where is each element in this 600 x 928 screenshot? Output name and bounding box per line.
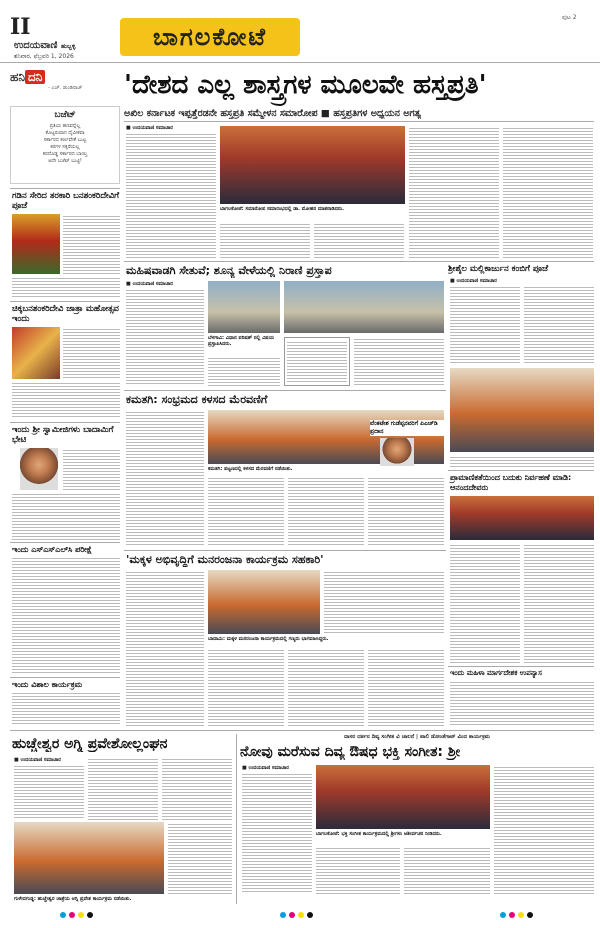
bottom-left-reporter: ■ ಉದಯವಾಣಿ ಸಮಾಚಾರ (14, 757, 61, 763)
right-story-1-photo (450, 368, 594, 452)
right-story-2-headline: ಪ್ರಾಮಾಣಿಕತೆಯಿಂದ ಬದುಕು ನಿರ್ವಹಣೆ ಮಾಡಿ: ಆನಂದದೇವರು (450, 473, 572, 492)
lead-headline: 'ದೇಶದ ಎಲ್ಲ ಶಾಸ್ತ್ರಗಳ ಮೂಲವೇ ಹಸ್ತಪ್ರತಿ' (124, 70, 487, 100)
right-divider (448, 470, 594, 471)
reg-magenta (289, 912, 295, 918)
registration-marks-right (500, 912, 533, 918)
masthead-divider (0, 62, 600, 63)
budget-line: ಸರ್ಕಾರದ ಕರ್ಣವೇಕೆ ಬುಟ್ಟ (43, 137, 87, 143)
mid-divider (124, 550, 446, 551)
paper-title: ಉದಯವಾಣಿ (14, 40, 58, 51)
left-story-5-headline: ಇಂದು ವಿಶಾಲ ಕಾರ್ಯಕ್ರಮ (12, 680, 83, 689)
budget-line: ಅದೇ ಬಜೆಟ್ ಬುಟ್ಟಿ! (48, 158, 82, 164)
left-divider (10, 542, 120, 543)
registration-marks-center (280, 912, 313, 918)
mid-story-1-text-2 (208, 356, 280, 386)
mid-divider (124, 390, 446, 391)
bottom-right-text-2 (316, 846, 400, 894)
right-story-2-text-1 (450, 543, 520, 663)
column-author: - ಎಚ್. ಡುಂಡಿರಾಜ್ (48, 85, 83, 91)
column-brand (10, 70, 120, 104)
mid-story-1-text-1 (126, 288, 204, 386)
bottom-right-reporter: ■ ಉದಯವಾಣಿ ಸಮಾಚಾರ (242, 765, 289, 771)
reg-black (527, 912, 533, 918)
bottom-right-text-4 (494, 765, 594, 894)
budget-title: ಬಜೆಟ್ (54, 110, 76, 120)
bottom-left-text-4 (168, 822, 232, 894)
bottom-left-photo (14, 822, 164, 894)
page-label: ಪುಟ 2 (562, 14, 577, 21)
mid-story-1-caption: ಬೆಳಗಾವಿ: ವಿಧಾನ ಪರಿಷತ್ ನಲ್ಲಿ ವಿಷಯ ಪ್ರಸ್ತಾಪಿಸಿದರು. (208, 335, 275, 347)
reg-cyan (60, 912, 66, 918)
lead-text-col-5 (503, 126, 593, 258)
page-number-roman: II (10, 14, 31, 40)
left-story-3-headline: ಇಂದು ಶ್ರೀ ಸ್ವಾಮೀಜಿಗಳು ಬಾದಾಮಿಗೆ ಭೇಟಿ (12, 425, 114, 445)
lead-subhead: ಅಖಿಲ ಕರ್ನಾಟಕ ಇಪ್ಪತ್ತೆರಡನೇ ಹಸ್ತಪ್ರತಿ ಸಮ್ಮೇಳನ ಸಮಾರೋಪ ■ ಹಸ್ತಪ್ರತಿಗಳ ಅಧ್ಯಯನ ಅಗತ್ಯ (124, 108, 421, 119)
mid-story-2-caption: ಕಮತಗಿ: ಪಟ್ಟಣದಲ್ಲಿ ಕಳಸದ ಮೆರವಣಿಗೆ ನಡೆಯಿತು. (208, 466, 293, 472)
budget-line: ಕರದೊಡ್ಡ ಸರ್ಕಾರದ ಬಾಯ್ತಿ (42, 151, 88, 157)
mid-story-1-headline: ಮಹಿಷವಾಡಗಿ ಸೇತುವೆ; ಶೂನ್ಯ ವೇಳೆಯಲ್ಲಿ ನಿರಾಣಿ ಪ್ರಸ್ತಾಪ (126, 264, 332, 277)
lead-text-col-4 (409, 126, 499, 258)
bottom-left-text-1 (14, 764, 84, 820)
left-story-2-photo (12, 327, 60, 379)
right-divider (448, 666, 594, 667)
quote-box-text (287, 340, 347, 383)
reg-magenta (69, 912, 75, 918)
left-divider (10, 422, 120, 423)
mid-story-4-text-2 (324, 570, 444, 634)
right-story-3-text (450, 680, 594, 726)
left-story-1-photo (12, 214, 60, 274)
lead-text-col-1 (126, 132, 216, 258)
left-story-4-headline: ಇಂದು ಎಸ್‌ಎಸ್‌ಎಲ್‌ಸಿ ಪರೀಕ್ಷೆ (12, 545, 92, 554)
right-story-3-headline: ಇಂದು ಮಹಿಳಾ ಮಾರ್ಗದೇಶಕ ಉಪನ್ಯಾಸ (450, 669, 542, 677)
mid-story-4-text-1 (126, 570, 204, 726)
mid-story-2-text-2 (208, 476, 284, 546)
right-story-1-caption-lines (450, 455, 594, 467)
paper-edition: ಹುಬ್ಬಳ್ಳಿ (60, 43, 76, 50)
reg-black (307, 912, 313, 918)
mid-story-1-photo-2 (284, 281, 444, 333)
mid-story-1-reporter: ■ ಉದಯವಾಣಿ ಸಮಾಚಾರ (126, 281, 173, 287)
brand-right: ದನಿ (25, 70, 45, 84)
issue-date: ಶನಿವಾರ, ಫೆಬ್ರವರಿ 1, 2026 (14, 53, 74, 60)
left-story-3-photo (20, 448, 58, 490)
mid-divider (124, 261, 594, 262)
reg-yellow (78, 912, 84, 918)
left-story-2-text-2 (12, 381, 120, 419)
bottom-left-headline: ಹುಚ್ಚೇಶ್ವರ ಅಗ್ನಿ ಪ್ರವೇಶೋಲ್ಲಂಘನ (12, 736, 168, 752)
left-story-1-text-2 (12, 276, 120, 298)
mid-story-4-photo (208, 570, 320, 634)
reg-magenta (509, 912, 515, 918)
bottom-vertical-divider (236, 734, 237, 904)
left-divider (10, 301, 120, 302)
bottom-right-caption: ಬಾಗಲಕೋಟೆ: ಭಕ್ತಿ ಸಂಗೀತ ಕಾರ್ಯಕ್ರಮದಲ್ಲಿ ಶ್ರೀಗಳು ಆಶೀರ್ವಚನ ನೀಡಿದರು. (316, 831, 442, 837)
left-story-5-text (12, 691, 120, 725)
mid-story-4-caption: ಬಾದಾಮಿ: ಮಕ್ಕಳ ಮನರಂಜನಾ ಕಾರ್ಯಕ್ರಮದಲ್ಲಿ ಗಣ್ಯರು ಭಾಗವಹಿಸಿದ್ದರು. (208, 636, 329, 642)
registration-marks-left (60, 912, 93, 918)
lead-divider (124, 121, 594, 122)
left-story-1-headline: ಗಡಿನ ಸೇರಿದ ತರಕಾರಿ ಬನಶಂಕರಿದೇವಿಗೆ ಪೂಜೆ (12, 191, 120, 211)
mid-story-2-text-4 (368, 476, 444, 546)
left-story-3-text (63, 448, 120, 490)
left-story-2-text (63, 327, 120, 379)
mid-story-3-headline: ವೆಂಕಟೇಶ ಗುಡೆಪ್ಪನವರಿಗೆ ಪಿಎಚ್‌ಡಿ ಪ್ರದಾನ (370, 420, 444, 436)
reg-yellow (518, 912, 524, 918)
mid-story-4-text-3 (208, 648, 284, 726)
budget-line: ಕೊಟ್ಟರುವಾಗ ದೈವೀಕವಾ (45, 130, 85, 136)
mid-story-1-text-3 (354, 337, 444, 386)
mid-story-3-photo (380, 438, 414, 466)
mid-story-2-headline: ಕಮತಗಿ: ಸಂಭ್ರಮದ ಕಳಸದ ಮೆರವಣಿಗೆ (126, 393, 268, 406)
mid-story-4-headline: 'ಮಕ್ಕಳ ಅಭಿವೃದ್ಧಿಗೆ ಮನರಂಜನಾ ಕಾರ್ಯಕ್ರಮ ಸಹಕಾರಿ' (126, 553, 324, 566)
left-story-2-headline: ಚಿಕ್ಕಬನಶಂಕರಿದೇವಿ ಜಾತ್ರಾ ಮಹೋತ್ಸವ ಇಂದು (12, 304, 119, 324)
left-story-1-text (63, 214, 120, 274)
mid-story-2-text-3 (288, 476, 364, 546)
lead-caption: ಬಾಗಲಕೋಟೆ: ಸಮಾರೋಪ ಸಮಾರಂಭದಲ್ಲಿ ಡಾ. ಮೋಹನ ಮಾತನಾಡಿದರು. (220, 206, 345, 212)
bottom-divider (10, 730, 594, 731)
lead-text-col-3 (314, 222, 404, 258)
bottom-right-headline: ನೋವು ಮರೆಸುವ ದಿವ್ಯ ಔಷಧ ಭಕ್ತಿ ಸಂಗೀತ: ಶ್ರೀ (240, 744, 461, 760)
right-story-1-headline: ಶ್ರೀಶೈಲ ಮಲ್ಲಿಕಾರ್ಜುನ ಕಂಬಿಗೆ ಪೂಜೆ (448, 264, 549, 274)
bottom-left-caption: ಗುಳೇದಗುಡ್ಡ: ಹುಚ್ಚೇಶ್ವರ ಜಾತ್ರೆಯ ಅಗ್ನಿ ಪ್ರವೇಶ ಕಾರ್ಯಕ್ರಮ ನಡೆಯಿತು. (14, 896, 132, 902)
bottom-right-text-1 (242, 772, 312, 894)
mid-story-1-photo (208, 281, 280, 333)
budget-line: ಕರಗಳ ಸಕ್ಕರೆಯಲ್ಲ (50, 144, 80, 150)
mid-story-4-text-5 (368, 648, 444, 726)
bottom-kicker: ದಾಸರ ದರ್ಶನ ದಿವ್ಯ ಸಂಗೀತ ವಿ ಚಾಲನೆ | ಪಾಲಿ ಡೋಂತೆಗಾಟ್ ವಿಂದ ಕಾರ್ಯಕ್ರಮ (343, 734, 491, 740)
mid-story-2-text-1 (126, 410, 204, 546)
brand-left: ಹನಿ (10, 70, 25, 84)
left-story-4-text (12, 556, 120, 674)
paper-name (14, 40, 75, 51)
section-banner: ಬಾಗಲಕೋಟೆ (120, 18, 300, 56)
left-story-3-text-2 (12, 492, 120, 540)
lead-text-col-2 (220, 222, 310, 258)
right-story-1-text-1 (450, 285, 520, 365)
budget-line: ಪ್ರತಿಯ ಹಣವನ್ನೆಲ್ಲ (49, 123, 81, 129)
right-story-1-reporter: ■ ಉದಯವಾಣಿ ಸಮಾಚಾರ (450, 278, 497, 284)
budget-poem (10, 106, 120, 184)
bottom-right-photo (316, 765, 490, 829)
reg-cyan (280, 912, 286, 918)
right-story-2-text-2 (524, 543, 594, 663)
reg-black (87, 912, 93, 918)
bottom-left-text-2 (88, 757, 158, 820)
reg-yellow (298, 912, 304, 918)
right-story-1-text-2 (524, 285, 594, 365)
left-divider (10, 188, 120, 189)
mid-story-4-text-4 (288, 648, 364, 726)
lead-reporter: ■ ಉದಯವಾಣಿ ಸಮಾಚಾರ (126, 125, 173, 131)
right-story-2-photo (450, 496, 594, 540)
quote-box (284, 337, 350, 386)
bottom-left-text-3 (162, 757, 232, 820)
reg-cyan (500, 912, 506, 918)
left-divider (10, 677, 120, 678)
lead-photo (220, 126, 405, 204)
bottom-right-text-3 (404, 846, 490, 894)
